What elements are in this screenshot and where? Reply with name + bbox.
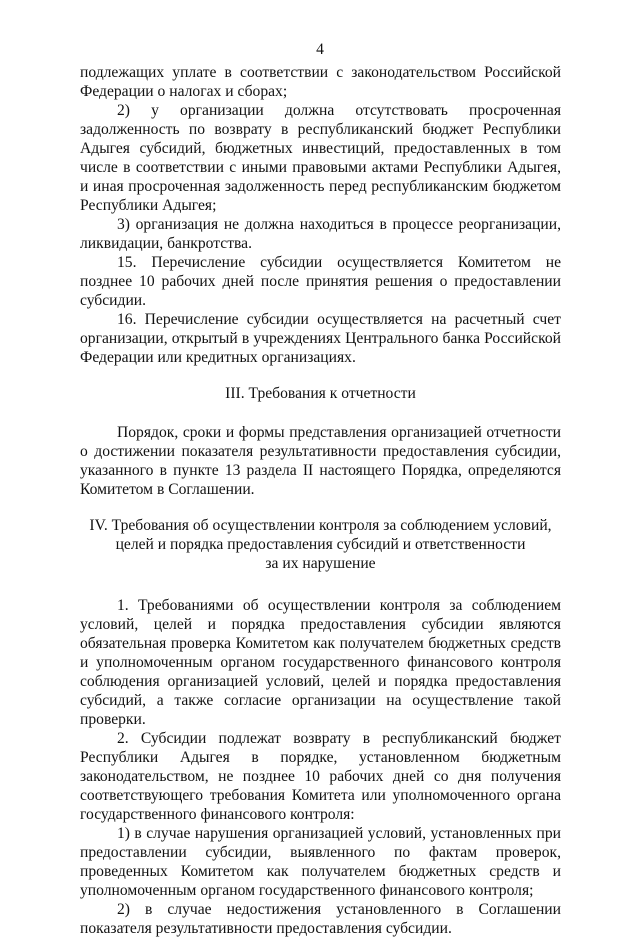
section-4-subitem-2: 2) в случае недостижения установленного в Соглашении показателя результативности предоставления субсидии. <box>80 901 561 937</box>
section-4-heading <box>80 516 561 573</box>
paragraph-condition-2: 2) у организации должна отсутствовать просроченная задолженность по возврату в республиканский бюджет Республики Адыгея субсидий, бюджетных инвестиций, предоставленных в том числе в соответствии с иными правовыми актами Республики Адыгея, и иная просроченная задолженность перед республиканским бюджетом Республики Адыгея; <box>80 102 561 214</box>
paragraph-condition-3: 3) организация не должна находиться в процессе реорганизации, ликвидации, банкротства. <box>80 216 561 252</box>
paragraph-item-15: 15. Перечисление субсидии осуществляется Комитетом не позднее 10 рабочих дней после принятия решения о предоставлении субсидии. <box>80 254 561 309</box>
section-3-heading: III. Требования к отчетности <box>225 385 416 402</box>
section-4-heading-line: IV. Требования об осуществлении контроля за соблюдением условий, <box>89 517 552 534</box>
section-4-subitem-1: 1) в случае нарушения организацией условий, установленных при предоставлении субсидии, выявленного по фактам проверок, проведенных Комитетом как получателем бюджетных средств и уполномоченным органом государственного финансового контроля; <box>80 825 561 899</box>
section-4-paragraph-2: 2. Субсидии подлежат возврату в республиканский бюджет Республики Адыгея в порядке, установленном бюджетным законодательством, не позднее 10 рабочих дней со дня получения соответствующего требования Комитета или уполномоченного органа государственного финансового контроля: <box>80 730 561 823</box>
section-4-paragraph-1: 1. Требованиями об осуществлении контроля за соблюдением условий, целей и порядка предоставления субсидии являются обязательная проверка Комитетом как получателем бюджетных средств и уполномоченным органом государственного финансового контроля соблюдения организацией условий, целей и порядка предоставления субсидий, а также согласие организации на осуществление такой проверки. <box>80 597 561 728</box>
paragraph-continuation: подлежащих уплате в соответствии с законодательством Российской Федерации о налогах и сборах; <box>80 64 561 100</box>
document-body <box>80 63 561 938</box>
section-4-heading-line: за их нарушение <box>265 555 376 572</box>
section-4-heading-line: целей и порядка предоставления субсидий и ответственности <box>115 536 526 553</box>
page-number: 4 <box>316 41 324 58</box>
paragraph-item-16: 16. Перечисление субсидии осуществляется на расчетный счет организации, открытый в учреждениях Центрального банка Российской Федерации или кредитных организациях. <box>80 311 561 366</box>
section-3-paragraph: Порядок, сроки и формы представления организацией отчетности о достижении показателя результативности предоставления субсидии, указанного в пункте 13 раздела II настоящего Порядка, определяются Комитетом в Соглашении. <box>80 424 561 498</box>
